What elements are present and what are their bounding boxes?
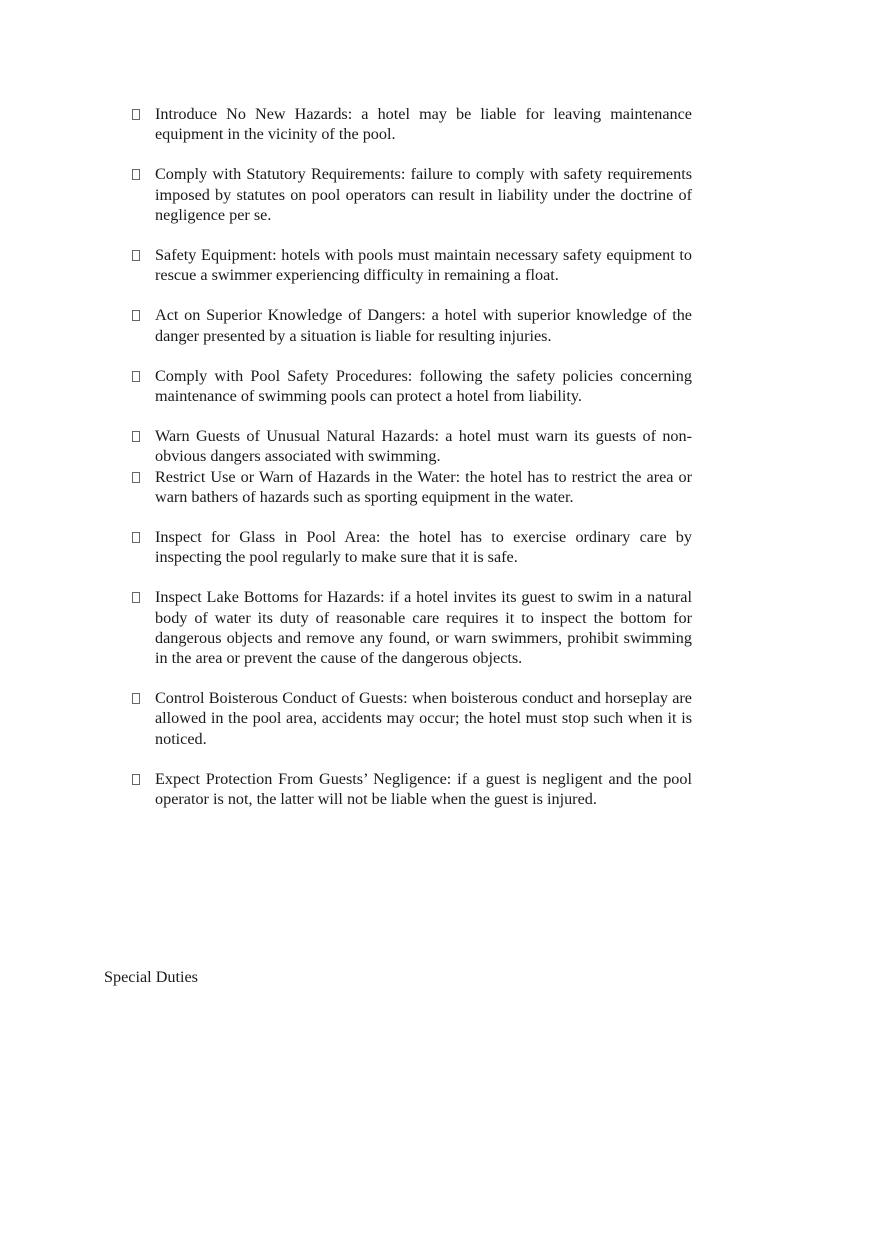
list-item [132,104,692,144]
list-item [132,467,692,507]
list-item-text: Restrict Use or Warn of Hazards in the Water: the hotel has to restrict the area or warn bathers of hazards such as sporting equipment in the water. [155,467,692,506]
list-item-text: Introduce No New Hazards: a hotel may be liable for leaving maintenance equipment in the vicinity of the pool. [155,105,692,144]
bullet-box-icon [132,592,140,603]
list-item-text: Warn Guests of Unusual Natural Hazards: a hotel must warn its guests of non-obvious dangers associated with swimming. [155,427,692,466]
section-heading: Special Duties [104,968,198,986]
list-item-text: Act on Superior Knowledge of Dangers: a hotel with superior knowledge of the danger presented by a situation is liable for resulting injuries. [155,306,692,345]
list-item [132,366,692,406]
list-item [132,587,692,668]
bullet-box-icon [132,109,140,120]
list-item-text: Inspect for Glass in Pool Area: the hotel has to exercise ordinary care by inspecting the pool regularly to make sure that it is safe. [155,528,692,567]
list-item [132,305,692,345]
bullet-box-icon [132,371,140,382]
pool-duties-list [132,104,692,809]
list-item [132,164,692,225]
list-item-text: Comply with Statutory Requirements: failure to comply with safety requirements imposed by statutes on pool operators can result in liability under the doctrine of negligence per se. [155,165,692,224]
list-item-text: Expect Protection From Guests’ Negligence: if a guest is negligent and the pool operator is not, the latter will not be liable when the guest is injured. [155,769,692,809]
list-item [132,527,692,567]
list-item-text: Comply with Pool Safety Procedures: following the safety policies concerning maintenance of swimming pools can protect a hotel from liability. [155,366,692,406]
bullet-box-icon [132,431,140,442]
bullet-box-icon [132,250,140,261]
bullet-box-icon [132,310,140,321]
list-item [132,769,692,809]
bullet-box-icon [132,169,140,180]
bullet-box-icon [132,774,140,785]
list-item-text: Control Boisterous Conduct of Guests: when boisterous conduct and horseplay are allowed in the pool area, accidents may occur; the hotel must stop such when it is noticed. [155,689,692,748]
bullet-box-icon [132,693,140,704]
list-item-text: Safety Equipment: hotels with pools must maintain necessary safety equipment to rescue a swimmer experiencing difficulty in remaining a float. [155,246,692,285]
list-item [132,688,692,749]
bullet-box-icon [132,472,140,483]
list-item [132,426,692,466]
list-item-text: Inspect Lake Bottoms for Hazards: if a hotel invites its guest to swim in a natural body of water its duty of reasonable care requires it to inspect the bottom for dangerous objects and remove any found, or warn swimmers, prohibit swimming in the area or prevent the cause of the dangerous objects. [155,588,692,668]
list-item [132,245,692,285]
bullet-box-icon [132,532,140,543]
